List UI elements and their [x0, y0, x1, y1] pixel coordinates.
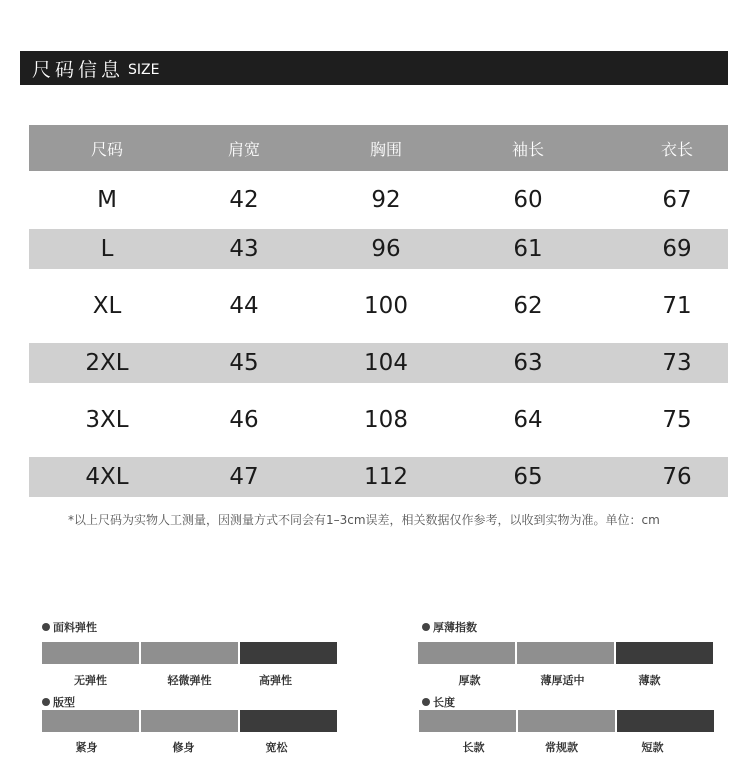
- cell-size: 3XL: [85, 407, 129, 433]
- cell-sleeve: 60: [513, 187, 543, 213]
- fit-label-2: 修身: [172, 741, 195, 754]
- cell-chest: 92: [371, 187, 401, 213]
- cell-length: 67: [662, 187, 692, 213]
- thickness-label-3: 薄款: [638, 674, 661, 687]
- measurement-note: *以上尺码为实物人工测量，因测量方式不同会有1–3cm误差，相关数据仅作参考，以收到实物为准。单位：cm: [68, 513, 660, 527]
- cell-shoulder: 44: [229, 293, 259, 319]
- elasticity-label-3: 高弹性: [259, 674, 292, 687]
- cell-size: XL: [92, 293, 122, 319]
- header-size: 尺码: [90, 139, 123, 159]
- cell-shoulder: 42: [229, 187, 259, 213]
- length-seg-3-selected: [617, 710, 714, 732]
- cell-shoulder: 43: [229, 236, 259, 262]
- elasticity-title-text: 面料弹性: [53, 621, 97, 634]
- cell-size: M: [97, 187, 117, 213]
- size-info-banner: [20, 51, 728, 85]
- table-row: [29, 229, 728, 269]
- banner-title-en: SIZE: [128, 62, 160, 78]
- cell-shoulder: 45: [229, 350, 259, 376]
- elasticity-seg-3-selected: [240, 642, 337, 664]
- banner-title-zh: 尺码信息: [32, 58, 125, 81]
- elasticity-label-2: 轻微弹性: [167, 674, 212, 687]
- bullet-icon: [42, 623, 50, 631]
- cell-chest: 112: [364, 464, 408, 490]
- elasticity-seg-2: [141, 642, 238, 664]
- cell-size: 4XL: [85, 464, 129, 490]
- length-label-2: 常规款: [545, 741, 578, 754]
- cell-sleeve: 61: [513, 236, 543, 262]
- cell-chest: 96: [371, 236, 401, 262]
- cell-length: 71: [662, 293, 692, 319]
- cell-chest: 104: [364, 350, 408, 376]
- table-row: [29, 269, 728, 343]
- cell-length: 76: [662, 464, 692, 490]
- header-sleeve: 袖长: [511, 139, 544, 159]
- table-row: [29, 343, 728, 383]
- cell-shoulder: 46: [229, 407, 259, 433]
- fit-label-3: 宽松: [265, 741, 288, 754]
- header-length: 衣长: [660, 139, 693, 159]
- elasticity-seg-1: [42, 642, 139, 664]
- table-header-row: [29, 125, 728, 171]
- thickness-title: [422, 619, 477, 635]
- bullet-icon: [422, 623, 430, 631]
- length-title: [422, 694, 455, 710]
- cell-length: 69: [662, 236, 692, 262]
- length-seg-1: [419, 710, 516, 732]
- fit-label-1: 紧身: [75, 741, 98, 754]
- length-label-3: 短款: [641, 741, 664, 754]
- cell-chest: 108: [364, 407, 408, 433]
- cell-length: 73: [662, 350, 692, 376]
- elasticity-label-1: 无弹性: [74, 674, 107, 687]
- length-seg-2: [518, 710, 615, 732]
- cell-size: L: [100, 236, 114, 262]
- cell-sleeve: 65: [513, 464, 543, 490]
- cell-length: 75: [662, 407, 692, 433]
- fit-seg-2: [141, 710, 238, 732]
- cell-sleeve: 62: [513, 293, 543, 319]
- thickness-seg-3-selected: [616, 642, 713, 664]
- thickness-seg-2: [517, 642, 614, 664]
- thickness-label-2: 薄厚适中: [540, 674, 585, 687]
- length-label-1: 长款: [462, 741, 485, 754]
- thickness-title-text: 厚薄指数: [433, 621, 477, 634]
- fit-title-text: 版型: [53, 696, 75, 709]
- table-row: [29, 457, 728, 497]
- bullet-icon: [422, 698, 430, 706]
- header-shoulder: 肩宽: [227, 139, 260, 159]
- fit-seg-1: [42, 710, 139, 732]
- length-title-text: 长度: [433, 696, 455, 709]
- thickness-seg-1: [418, 642, 515, 664]
- cell-shoulder: 47: [229, 464, 259, 490]
- thickness-label-1: 厚款: [458, 674, 481, 687]
- cell-chest: 100: [364, 293, 408, 319]
- fit-seg-3-selected: [240, 710, 337, 732]
- table-row: [29, 383, 728, 457]
- table-row: [29, 171, 728, 229]
- cell-sleeve: 64: [513, 407, 543, 433]
- cell-size: 2XL: [85, 350, 129, 376]
- header-chest: 胸围: [369, 139, 402, 159]
- elasticity-title: [42, 619, 97, 635]
- cell-sleeve: 63: [513, 350, 543, 376]
- bullet-icon: [42, 698, 50, 706]
- fit-title: [42, 694, 75, 710]
